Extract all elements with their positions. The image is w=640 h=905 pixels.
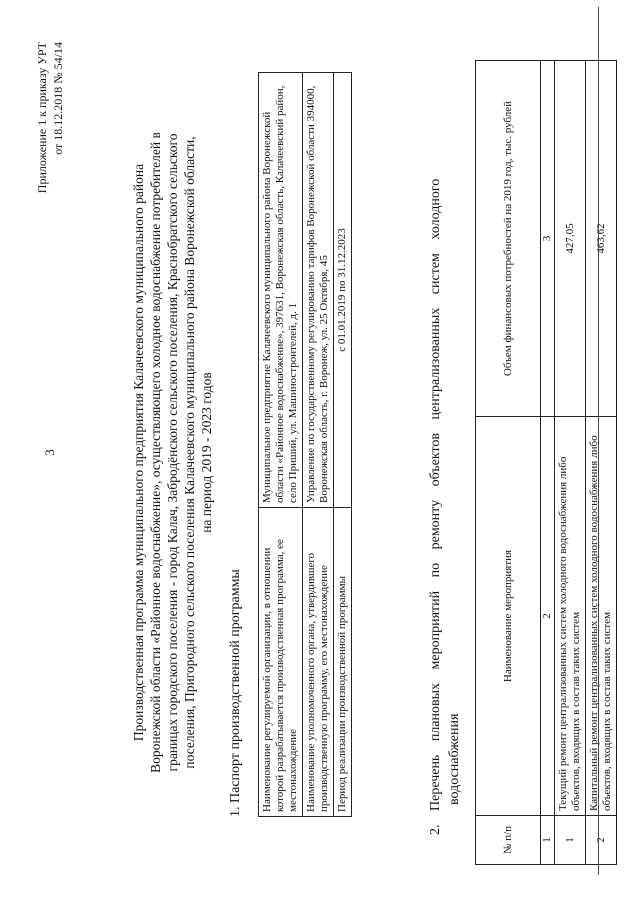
table-row [555, 61, 586, 865]
row-number: 2 [586, 816, 617, 865]
section2-heading-continued: водоснабжения [447, 713, 462, 805]
passport-label: Период реализации производственной программы [334, 508, 352, 817]
table-row [586, 61, 617, 865]
row-number: 1 [555, 816, 586, 865]
measure-name: Капитальный ремонт централизованных систем холодного водоснабжения либо объектов, входящих в состав таких систем [586, 417, 617, 816]
title-line: поселения, Пригородного сельского поселения Калачеевского муниципального района Воронежской области, [182, 136, 197, 769]
appendix-line-2: от 18.12.2018 № 54/14 [51, 42, 65, 155]
title-line: Воронежской области «Районное водоснабжение», осуществляющего холодное водоснабжение потребителей в [148, 132, 163, 773]
page-bottom-rule [598, 7, 599, 875]
table-row [303, 73, 334, 817]
column-header: Наименование мероприятия [476, 417, 541, 816]
measures-table [475, 60, 617, 865]
appendix-line-1: Приложение 1 к приказу УРТ [35, 42, 49, 194]
column-index: 2 [541, 417, 555, 816]
passport-value: с 01.01.2019 по 31.12.2023 [334, 73, 352, 508]
column-header: № п/п [476, 816, 541, 865]
page-number: 3 [42, 449, 57, 456]
passport-value: Управление по государственному регулированию тарифов Воронежской области 394000, Воронежская область, г. Воронеж, ул. 25 Октября, 45 [303, 73, 334, 508]
document-title [130, 40, 215, 865]
title-line: границах городского поселения - город Калач, Забродёнского сельского поселения, Краснобратского сельского [165, 133, 180, 772]
column-header: Объем финансовых потребностей на 2019 год, тыс. рублей [476, 61, 541, 417]
column-index: 3 [541, 61, 555, 417]
passport-label: Наименование регулируемой организации, в отношении которой разрабатывается производственная программа, ее местонахождение [259, 508, 303, 817]
measure-volume: 463,62 [586, 61, 617, 417]
section1-heading: 1. Паспорт производственной программы [228, 569, 243, 817]
column-index-row [541, 61, 555, 865]
measure-volume: 427,05 [555, 61, 586, 417]
section2-heading: 2. Перечень плановых мероприятий по ремонту объектов централизованных систем холодного [428, 178, 443, 835]
column-index: 1 [541, 816, 555, 865]
measure-name: Текущий ремонт централизованных систем холодного водоснабжения либо объектов, входящих в состав таких систем [555, 417, 586, 816]
title-line: Производственная программа муниципального предприятия Калачеевского муниципального района [131, 163, 146, 742]
title-line: на период 2019 - 2023 годов [199, 372, 214, 533]
table-row [259, 73, 303, 817]
table-row [334, 73, 352, 817]
table-header-row [476, 61, 541, 865]
appendix-reference [34, 42, 66, 193]
passport-value: Муниципальное предприятие Калачеевского муниципального района Воронежской области «Районное водоснабжение», 397631, Воронежская область, Калачеевский район, село Приший, ул. Машиностроителей, д. 1 [259, 73, 303, 508]
passport-table [258, 72, 352, 817]
passport-label: Наименование уполномоченного органа, утвердившего производственную программу, его местонахождение [303, 508, 334, 817]
